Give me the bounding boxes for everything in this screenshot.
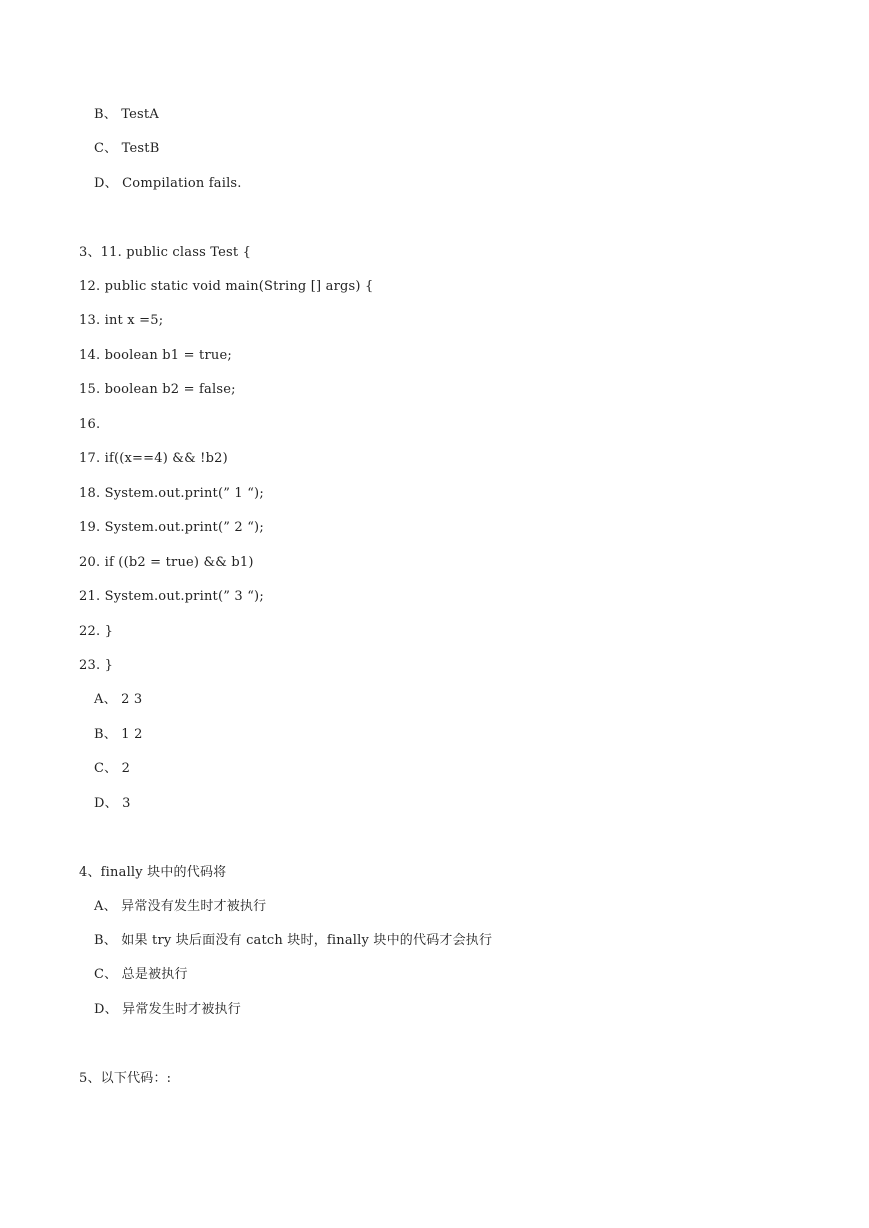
q3-code-line: 12. public static void main(String [] args) { — [79, 279, 374, 294]
q4-option-a: A、 异常没有发生时才被执行 — [94, 899, 267, 914]
q3-option-b: B、 1 2 — [94, 727, 143, 742]
q3-code-line: 15. boolean b2 = false; — [79, 382, 236, 397]
q4-option-d: D、 异常发生时才被执行 — [94, 1002, 241, 1017]
q3-option-c: C、 2 — [94, 761, 131, 776]
q2-option-c: C、 TestB — [94, 141, 160, 156]
q3-code-line: 13. int x =5; — [79, 313, 164, 328]
q3-code-line: 21. System.out.print(” 3 “); — [79, 589, 264, 604]
q3-code-line: 16. — [79, 417, 101, 432]
q5-header: 5、以下代码：: — [79, 1071, 172, 1086]
q4-option-b: B、 如果 try 块后面没有 catch 块时，finally 块中的代码才会执行 — [94, 933, 493, 948]
q3-header: 3、11. public class Test { — [79, 245, 252, 260]
q4-header: 4、finally 块中的代码将 — [79, 865, 227, 880]
q3-code-line: 23. } — [79, 658, 114, 673]
q3-code-line: 18. System.out.print(” 1 “); — [79, 486, 264, 501]
q3-code-line: 22. } — [79, 624, 114, 639]
q3-option-a: A、 2 3 — [94, 692, 143, 707]
q2-option-d: D、 Compilation fails. — [94, 176, 242, 191]
q3-code-line: 17. if((x==4) && !b2) — [79, 451, 228, 466]
q2-option-b: B、 TestA — [94, 107, 159, 122]
q3-code-line: 19. System.out.print(” 2 “); — [79, 520, 264, 535]
q4-option-c: C、 总是被执行 — [94, 967, 188, 982]
q3-code-line: 20. if ((b2 = true) && b1) — [79, 555, 254, 570]
q3-code-line: 14. boolean b1 = true; — [79, 348, 232, 363]
q3-option-d: D、 3 — [94, 796, 131, 811]
